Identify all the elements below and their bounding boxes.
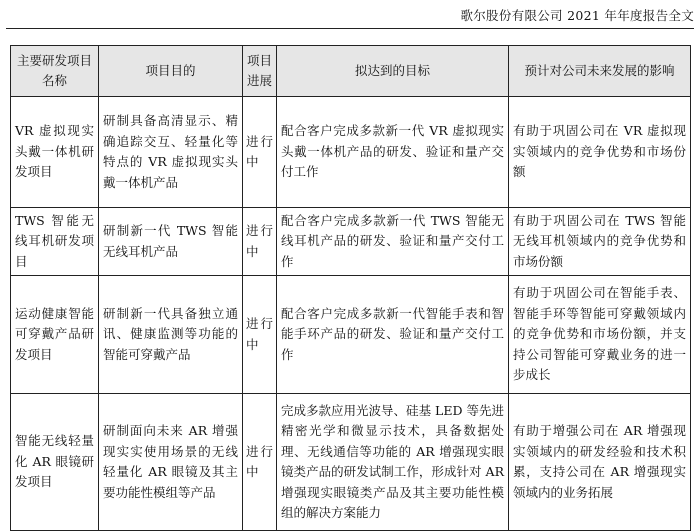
project-name-cell: VR 虚拟现实头戴一体机研发项目 [11, 97, 99, 208]
table-row [11, 97, 691, 208]
project-goal-cell: 配合客户完成多款新一代智能手表和智能手环产品的研发、验证和量产交付工作 [277, 276, 509, 394]
project-progress-cell: 进行中 [243, 97, 277, 208]
project-impact-cell: 有助于巩固公司在 TWS 智能无线耳机领域内的竞争优势和市场份额 [509, 208, 691, 276]
project-name-cell: TWS 智能无线耳机研发项目 [11, 208, 99, 276]
project-goal-cell: 配合客户完成多款新一代 VR 虚拟现实头戴一体机产品的研发、验证和量产交付工作 [277, 97, 509, 208]
header-project-purpose: 项目目的 [99, 46, 243, 97]
page-header: 歌尔股份有限公司 2021 年年度报告全文 [460, 8, 694, 23]
project-impact-cell: 有助于增强公司在 AR 增强现实领域内的研发经验和技术积累，支持公司在 AR 增强现实领域内的业务拓展 [509, 394, 691, 531]
table-row [11, 276, 691, 394]
rd-projects-table [10, 45, 691, 531]
header-target-goal: 拟达到的目标 [277, 46, 509, 97]
header-rule [6, 28, 694, 29]
project-progress-cell: 进行中 [243, 394, 277, 531]
table-header-row [11, 46, 691, 97]
project-goal-cell: 完成多款应用光波导、硅基 LED 等先进精密光学和微显示技术，具备数据处理、无线通信等功能的 AR 增强现实眼镜类产品的研发试制工作，形成针对 AR 增强现实眼镜类产品及其主要功能性模组的解决方案能力 [277, 394, 509, 531]
header-project-progress: 项目进展 [243, 46, 277, 97]
project-purpose-cell: 研制新一代 TWS 智能无线耳机产品 [99, 208, 243, 276]
project-progress-cell: 进行中 [243, 208, 277, 276]
project-progress-cell: 进行中 [243, 276, 277, 394]
header-expected-impact: 预计对公司未来发展的影响 [509, 46, 691, 97]
project-purpose-cell: 研制具备高清显示、精确追踪交互、轻量化等特点的 VR 虚拟现实头戴一体机产品 [99, 97, 243, 208]
project-purpose-cell: 研制面向未来 AR 增强现实实使用场景的无线轻量化 AR 眼镜及其主要功能性模组等产品 [99, 394, 243, 531]
project-impact-cell: 有助于巩固公司在 VR 虚拟现实领域内的竞争优势和市场份额 [509, 97, 691, 208]
project-name-cell: 运动健康智能可穿戴产品研发项目 [11, 276, 99, 394]
project-goal-cell: 配合客户完成多款新一代 TWS 智能无线耳机产品的研发、验证和量产交付工作 [277, 208, 509, 276]
table-row [11, 208, 691, 276]
header-project-name: 主要研发项目名称 [11, 46, 99, 97]
project-impact-cell: 有助于巩固公司在智能手表、智能手环等智能可穿戴领域内的竞争优势和市场份额，并支持公司智能可穿戴业务的进一步成长 [509, 276, 691, 394]
project-name-cell: 智能无线轻量化 AR 眼镜研发项目 [11, 394, 99, 531]
table-row [11, 394, 691, 531]
project-purpose-cell: 研制新一代具备独立通讯、健康监测等功能的智能可穿戴产品 [99, 276, 243, 394]
